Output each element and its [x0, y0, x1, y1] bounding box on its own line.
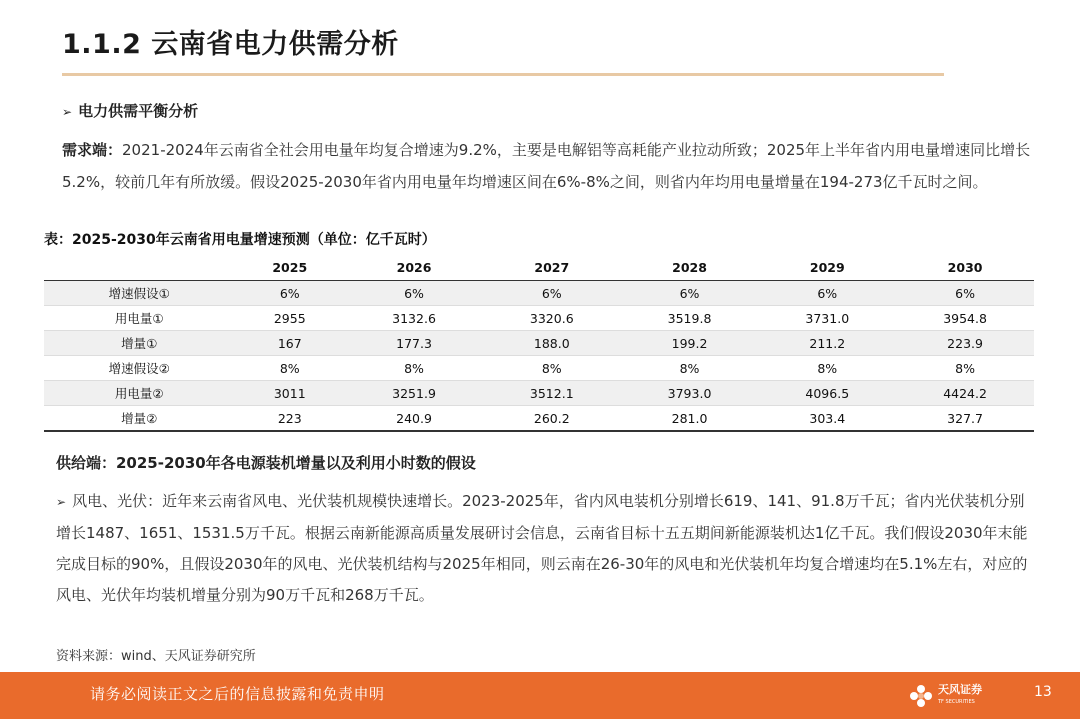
- supply-heading: 供给端：2025-2030年各电源装机增量以及利用小时数的假设: [56, 454, 476, 472]
- table-cell: 223: [234, 406, 345, 432]
- footer-bar: [0, 672, 1080, 719]
- column-header: 2029: [758, 254, 896, 281]
- table-cell: 167: [234, 331, 345, 356]
- table-cell: 303.4: [758, 406, 896, 432]
- column-header: 2025: [234, 254, 345, 281]
- table-cell: 6%: [758, 281, 896, 306]
- triangle-right-icon: ➢: [56, 495, 67, 509]
- demand-paragraph: [62, 134, 1032, 198]
- column-header: 2027: [483, 254, 621, 281]
- table-cell: 240.9: [345, 406, 483, 432]
- table-cell: 6%: [483, 281, 621, 306]
- row-label: 增速假设①: [44, 281, 234, 306]
- logo-name: 天风证券: [938, 683, 982, 696]
- table-cell: 6%: [234, 281, 345, 306]
- table-row: [44, 356, 1034, 381]
- row-label: 用电量①: [44, 306, 234, 331]
- table-cell: 281.0: [621, 406, 759, 432]
- table-cell: 260.2: [483, 406, 621, 432]
- table-cell: 3793.0: [621, 381, 759, 406]
- company-logo: [908, 680, 1003, 712]
- column-header: 2026: [345, 254, 483, 281]
- column-header: 2030: [896, 254, 1034, 281]
- table-cell: 3954.8: [896, 306, 1034, 331]
- table-cell: 8%: [345, 356, 483, 381]
- table-cell: 188.0: [483, 331, 621, 356]
- logo-subtitle: TF SECURITIES: [938, 699, 975, 705]
- row-label: 增速假设②: [44, 356, 234, 381]
- table-row: [44, 306, 1034, 331]
- demand-text: 2021-2024年云南省全社会用电量年均复合增速为9.2%，主要是电解铝等高耗能产业拉动所致；2025年上半年省内用电量增速同比增长5.2%，较前几年有所放缓。假设2025-2030年省内用电量年均增速区间在6%-8%之间，则省内年均用电量增量在194-273亿千瓦时之间。: [62, 141, 1031, 191]
- table-row: [44, 331, 1034, 356]
- table-row: [44, 406, 1034, 432]
- row-label: 用电量②: [44, 381, 234, 406]
- flower-logo-icon: [908, 683, 934, 709]
- demand-label: 需求端：: [62, 141, 123, 159]
- table-cell: 3011: [234, 381, 345, 406]
- table-row: [44, 381, 1034, 406]
- table-cell: 3512.1: [483, 381, 621, 406]
- table-cell: 6%: [345, 281, 483, 306]
- supply-paragraph: [56, 486, 1036, 611]
- subheading-text: 电力供需平衡分析: [78, 102, 199, 120]
- table-cell: 8%: [483, 356, 621, 381]
- table-cell: 2955: [234, 306, 345, 331]
- table-cell: 327.7: [896, 406, 1034, 432]
- logo-wordmark: [938, 684, 982, 708]
- page-title: 1.1.2 云南省电力供需分析: [62, 29, 399, 60]
- table-caption: 表：2025-2030年云南省用电量增速预测（单位：亿千瓦时）: [44, 232, 436, 248]
- table-cell: 3132.6: [345, 306, 483, 331]
- table-cell: 6%: [621, 281, 759, 306]
- footer-disclaimer: 请务必阅读正文之后的信息披露和免责申明: [90, 685, 385, 703]
- table-cell: 3519.8: [621, 306, 759, 331]
- table-header-row: [44, 254, 1034, 281]
- section-subheading: [62, 100, 198, 121]
- triangle-right-icon: ➢: [62, 105, 73, 119]
- page-number: 13: [1034, 684, 1052, 700]
- table-cell: 8%: [758, 356, 896, 381]
- table-row: [44, 281, 1034, 306]
- table-cell: 211.2: [758, 331, 896, 356]
- table-cell: 3731.0: [758, 306, 896, 331]
- table-cell: 3251.9: [345, 381, 483, 406]
- row-label: 增量②: [44, 406, 234, 432]
- table-cell: 8%: [234, 356, 345, 381]
- table-cell: 8%: [896, 356, 1034, 381]
- table-cell: 8%: [621, 356, 759, 381]
- table-cell: 4424.2: [896, 381, 1034, 406]
- table-cell: 6%: [896, 281, 1034, 306]
- source-note: 资料来源：wind、天风证券研究所: [56, 649, 256, 664]
- table-cell: 223.9: [896, 331, 1034, 356]
- table-cell: 4096.5: [758, 381, 896, 406]
- forecast-table: [44, 254, 1034, 432]
- supply-text: 风电、光伏：近年来云南省风电、光伏装机规模快速增长。2023-2025年，省内风电装机分别增长619、141、91.8万千瓦；省内光伏装机分别增长1487、1651、1531.5万千瓦。根据云南新能源高质量发展研讨会信息，云南省目标十五五期间新能源装机达1亿千瓦。我们假设2030年末能完成目标的90%，且假设2030年的风电、光伏装机结构与2025年相同，则云南在26-30年的风电和光伏装机年均复合增速均在5.1%左右，对应的风电、光伏年均装机增量分别为90万千瓦和268万千瓦。: [56, 492, 1028, 604]
- title-divider: [62, 73, 944, 76]
- column-header: 2028: [621, 254, 759, 281]
- table-cell: 199.2: [621, 331, 759, 356]
- column-header: [44, 254, 234, 281]
- table-cell: 177.3: [345, 331, 483, 356]
- table-cell: 3320.6: [483, 306, 621, 331]
- row-label: 增量①: [44, 331, 234, 356]
